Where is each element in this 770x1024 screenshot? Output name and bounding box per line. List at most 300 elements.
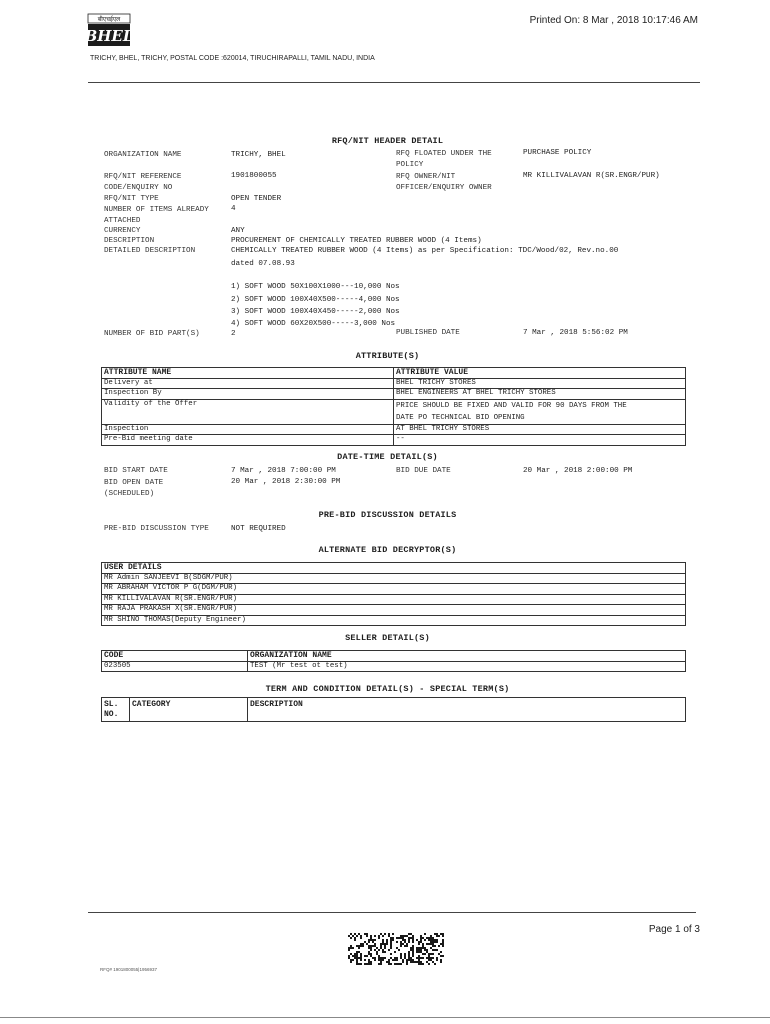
barcode-module — [390, 937, 392, 939]
barcode-module — [430, 939, 432, 941]
decryptor-title: ALTERNATE BID DECRYPTOR(S) — [318, 545, 457, 555]
table-row — [102, 605, 686, 616]
barcode-module — [442, 955, 444, 957]
table-header-row — [102, 698, 686, 722]
attribute-name: Validity of the Offer — [102, 399, 394, 424]
barcode-module — [368, 945, 370, 947]
table-row — [102, 584, 686, 595]
barcode-module — [408, 939, 410, 941]
barcode-module — [436, 941, 438, 943]
attribute-value-line: PRICE SHOULD BE FIXED AND VALID FOR 90 DAYS FROM THE — [396, 401, 627, 410]
barcode-module — [412, 961, 414, 963]
bid-due-label: BID DUE DATE — [396, 467, 451, 475]
barcode-module — [360, 937, 362, 939]
barcode-module — [356, 961, 358, 963]
user-detail: MR RAJA PRAKASH X(SR.ENGR/PUR) — [102, 605, 686, 616]
barcode-module — [400, 945, 402, 947]
user-detail: MR KILLIVALAVAN R(SR.ENGR/PUR) — [102, 594, 686, 605]
barcode-module — [402, 961, 404, 963]
barcode-module — [422, 953, 424, 955]
bid-parts-label: NUMBER OF BID PART(S) — [104, 330, 200, 338]
barcode-module — [360, 963, 362, 965]
barcode-module — [416, 947, 418, 949]
barcode-module — [434, 949, 436, 951]
seller-table — [101, 650, 686, 672]
seller-organization: TEST (Mr test ot test) — [248, 661, 686, 672]
barcode-module — [442, 945, 444, 947]
barcode-module — [350, 953, 352, 955]
page-number: Page 1 of 3 — [648, 924, 700, 935]
attribute-value: BHEL TRICHY STORES — [394, 378, 686, 389]
datetime-title: DATE-TIME DETAIL(S) — [337, 452, 438, 462]
barcode-module — [418, 957, 420, 959]
barcode-module — [386, 943, 388, 945]
barcode-module — [348, 935, 350, 937]
barcode-module — [424, 939, 426, 941]
barcode-module — [414, 961, 416, 963]
barcode-module — [360, 945, 362, 947]
description-value: PROCUREMENT OF CHEMICALLY TREATED RUBBER WOOD (4 Items) — [231, 237, 482, 245]
barcode-module — [432, 941, 434, 943]
barcode-module — [430, 947, 432, 949]
column-header — [102, 698, 130, 722]
barcode-module — [388, 949, 390, 951]
barcode-module — [384, 933, 386, 935]
bid-open-value: 20 Mar , 2018 2:30:00 PM — [231, 478, 341, 486]
barcode-module — [368, 947, 370, 949]
prebid-type-value: NOT REQUIRED — [231, 525, 286, 533]
type-label: RFQ/NIT TYPE — [104, 195, 159, 203]
barcode-module — [424, 947, 426, 949]
seller-code: 023505 — [102, 661, 248, 672]
barcode-module — [368, 959, 370, 961]
barcode-module — [412, 937, 414, 939]
barcode-module — [370, 935, 372, 937]
barcode-module — [430, 937, 432, 939]
barcode-module — [404, 953, 406, 955]
barcode-module — [412, 949, 414, 951]
column-header: USER DETAILS — [102, 563, 686, 574]
published-date-value: 7 Mar , 2018 5:56:02 PM — [523, 329, 628, 337]
barcode-module — [392, 933, 394, 935]
prebid-type-label: PRE-BID DISCUSSION TYPE — [104, 525, 209, 533]
barcode-module — [350, 961, 352, 963]
barcode-module — [426, 937, 428, 939]
barcode-module — [380, 963, 382, 965]
type-value: OPEN TENDER — [231, 195, 282, 203]
barcode-module — [432, 961, 434, 963]
barcode-module — [410, 947, 412, 949]
barcode-module — [418, 961, 420, 963]
barcode-module — [428, 953, 430, 955]
attribute-name: Inspection By — [102, 389, 394, 400]
barcode-module — [358, 933, 360, 935]
barcode-module — [400, 937, 402, 939]
barcode-module — [412, 955, 414, 957]
column-header: CODE — [102, 651, 248, 662]
barcode-module — [430, 941, 432, 943]
barcode-module — [434, 945, 436, 947]
barcode-module — [348, 947, 350, 949]
printed-on-timestamp: Printed On: 8 Mar , 2018 10:17:46 AM — [529, 15, 698, 26]
reference-value: 1901800055 — [231, 172, 277, 180]
barcode-module — [370, 961, 372, 963]
barcode-module — [408, 937, 410, 939]
barcode-module — [376, 953, 378, 955]
org-name-value: TRICHY, BHEL — [231, 151, 286, 159]
barcode-module — [368, 961, 370, 963]
barcode-module — [410, 961, 412, 963]
barcode-module — [420, 963, 422, 965]
barcode-module — [364, 955, 366, 957]
attribute-value: AT BHEL TRICHY STORES — [394, 424, 686, 435]
barcode-module — [360, 935, 362, 937]
barcode-module — [398, 963, 400, 965]
barcode-module — [364, 963, 366, 965]
barcode-module — [418, 943, 420, 945]
barcode-module — [390, 957, 392, 959]
barcode-module — [366, 955, 368, 957]
barcode-module — [424, 949, 426, 951]
barcode-module — [388, 961, 390, 963]
barcode-module — [436, 957, 438, 959]
user-detail: MR ABRAHAM VICTOR P G(DGM/PUR) — [102, 584, 686, 595]
currency-value: ANY — [231, 227, 245, 235]
barcode-module — [434, 939, 436, 941]
barcode-module — [412, 941, 414, 943]
prebid-title: PRE-BID DISCUSSION DETAILS — [318, 510, 457, 520]
barcode-module — [440, 933, 442, 935]
barcode-module — [378, 955, 380, 957]
barcode-module — [402, 943, 404, 945]
barcode-module — [382, 941, 384, 943]
barcode-module — [406, 935, 408, 937]
barcode-module — [348, 949, 350, 951]
barcode-module — [382, 959, 384, 961]
barcode-module — [350, 945, 352, 947]
barcode-module — [382, 951, 384, 953]
rfq-header-title: RFQ/NIT HEADER DETAIL — [331, 136, 444, 146]
table-row — [102, 573, 686, 584]
barcode-module — [366, 963, 368, 965]
barcode-module — [442, 935, 444, 937]
barcode-module — [388, 963, 390, 965]
barcode-module — [374, 949, 376, 951]
barcode-module — [436, 949, 438, 951]
barcode-module — [424, 953, 426, 955]
barcode-module — [404, 939, 406, 941]
barcode-module — [398, 949, 400, 951]
barcode-module — [358, 963, 360, 965]
barcode-module — [388, 933, 390, 935]
barcode-module — [430, 959, 432, 961]
column-header: ORGANIZATION NAME — [248, 651, 686, 662]
bid-open-label: BID OPEN DATE (SCHEDULED) — [104, 479, 164, 498]
barcode-module — [400, 943, 402, 945]
barcode-module — [392, 937, 394, 939]
barcode-module — [350, 959, 352, 961]
attribute-name: Pre-Bid meeting date — [102, 435, 394, 446]
barcode-module — [350, 933, 352, 935]
barcode-module — [420, 941, 422, 943]
barcode-module — [440, 961, 442, 963]
barcode-module — [416, 957, 418, 959]
qr-barcode — [348, 933, 444, 965]
barcode-module — [372, 945, 374, 947]
barcode-module — [356, 959, 358, 961]
logo-hindi-text: बीएचईएल — [97, 16, 121, 23]
barcode-module — [390, 939, 392, 941]
barcode-module — [394, 963, 396, 965]
barcode-module — [440, 959, 442, 961]
barcode-module — [356, 957, 358, 959]
barcode-module — [356, 963, 358, 965]
terms-table — [101, 697, 686, 722]
barcode-module — [364, 959, 366, 961]
barcode-module — [394, 957, 396, 959]
barcode-module — [362, 945, 364, 947]
barcode-module — [354, 957, 356, 959]
barcode-module — [432, 943, 434, 945]
item-line: 3) SOFT WOOD 100X40X450-----2,000 Nos — [231, 308, 400, 316]
barcode-module — [392, 959, 394, 961]
barcode-module — [420, 935, 422, 937]
barcode-module — [398, 937, 400, 939]
barcode-module — [386, 941, 388, 943]
barcode-module — [428, 955, 430, 957]
barcode-module — [390, 941, 392, 943]
barcode-module — [368, 941, 370, 943]
barcode-module — [364, 941, 366, 943]
barcode-module — [420, 951, 422, 953]
barcode-module — [386, 939, 388, 941]
barcode-module — [404, 945, 406, 947]
header-divider — [88, 82, 700, 83]
barcode-module — [370, 963, 372, 965]
barcode-module — [432, 953, 434, 955]
barcode-module — [416, 951, 418, 953]
barcode-module — [434, 941, 436, 943]
barcode-module — [412, 945, 414, 947]
barcode-module — [418, 947, 420, 949]
barcode-module — [432, 937, 434, 939]
barcode-module — [390, 953, 392, 955]
seller-title: SELLER DETAIL(S) — [345, 633, 430, 643]
currency-label: CURRENCY — [104, 227, 141, 235]
barcode-module — [360, 957, 362, 959]
table-row — [102, 424, 686, 435]
barcode-module — [374, 943, 376, 945]
barcode-module — [358, 957, 360, 959]
barcode-module — [370, 945, 372, 947]
barcode-module — [420, 947, 422, 949]
bid-start-value: 7 Mar , 2018 7:00:00 PM — [231, 467, 336, 475]
barcode-module — [394, 951, 396, 953]
table-header-row — [102, 368, 686, 379]
barcode-module — [380, 945, 382, 947]
barcode-module — [356, 953, 358, 955]
barcode-module — [384, 947, 386, 949]
barcode-module — [410, 937, 412, 939]
barcode-module — [382, 943, 384, 945]
detailed-description-label: DETAILED DESCRIPTION — [104, 247, 196, 255]
barcode-module — [362, 943, 364, 945]
barcode-module — [434, 963, 436, 965]
barcode-module — [440, 955, 442, 957]
barcode-module — [426, 957, 428, 959]
barcode-module — [412, 947, 414, 949]
barcode-module — [368, 951, 370, 953]
barcode-module — [422, 937, 424, 939]
barcode-module — [380, 933, 382, 935]
barcode-module — [406, 945, 408, 947]
barcode-module — [428, 957, 430, 959]
barcode-module — [402, 935, 404, 937]
barcode-module — [358, 951, 360, 953]
barcode-module — [400, 957, 402, 959]
terms-title: TERM AND CONDITION DETAIL(S) - SPECIAL TERM(S) — [265, 684, 510, 694]
barcode-module — [374, 939, 376, 941]
barcode-module — [382, 957, 384, 959]
barcode-module — [442, 941, 444, 943]
barcode-module — [380, 961, 382, 963]
barcode-module — [390, 945, 392, 947]
table-row — [102, 435, 686, 446]
barcode-module — [430, 953, 432, 955]
barcode-module — [370, 949, 372, 951]
barcode-module — [396, 963, 398, 965]
barcode-module — [422, 947, 424, 949]
barcode-module — [370, 947, 372, 949]
table-header-row — [102, 651, 686, 662]
barcode-module — [436, 939, 438, 941]
barcode-module — [418, 959, 420, 961]
barcode-module — [404, 955, 406, 957]
barcode-module — [352, 935, 354, 937]
description-label: DESCRIPTION — [104, 237, 155, 245]
barcode-module — [388, 935, 390, 937]
barcode-module — [402, 937, 404, 939]
barcode-module — [386, 961, 388, 963]
barcode-module — [442, 943, 444, 945]
barcode-module — [354, 939, 356, 941]
barcode-module — [408, 957, 410, 959]
item-line: 2) SOFT WOOD 100X40X500-----4,000 Nos — [231, 296, 400, 304]
barcode-module — [408, 941, 410, 943]
barcode-module — [378, 949, 380, 951]
barcode-module — [378, 935, 380, 937]
barcode-module — [366, 935, 368, 937]
barcode-module — [380, 957, 382, 959]
organization-address: TRICHY, BHEL, TRICHY, POSTAL CODE :620014, TIRUCHIRAPALLI, TAMIL NADU, INDIA — [90, 55, 375, 62]
barcode-module — [426, 961, 428, 963]
barcode-module — [420, 961, 422, 963]
barcode-module — [368, 939, 370, 941]
barcode-module — [360, 959, 362, 961]
barcode-module — [350, 947, 352, 949]
barcode-module — [440, 951, 442, 953]
attributes-table — [101, 367, 686, 446]
barcode-module — [348, 955, 350, 957]
barcode-module — [442, 939, 444, 941]
reference-label: RFQ/NIT REFERENCE CODE/ENQUIRY NO — [104, 173, 182, 192]
detailed-description-line: dated 07.08.93 — [231, 260, 295, 268]
barcode-module — [370, 953, 372, 955]
barcode-module — [418, 951, 420, 953]
barcode-module — [416, 961, 418, 963]
barcode-module — [428, 963, 430, 965]
barcode-module — [404, 935, 406, 937]
attribute-name: Inspection — [102, 424, 394, 435]
barcode-module — [410, 949, 412, 951]
attribute-value: -- — [394, 435, 686, 446]
barcode-module — [408, 955, 410, 957]
barcode-module — [408, 953, 410, 955]
barcode-module — [418, 941, 420, 943]
barcode-module — [420, 937, 422, 939]
column-header-line: NO. — [104, 710, 119, 719]
owner-value: MR KILLIVALAVAN R(SR.ENGR/PUR) — [523, 172, 660, 180]
barcode-module — [356, 945, 358, 947]
rfq-footer-reference: RFQ# 1901800055|1956937 — [100, 967, 157, 972]
barcode-module — [382, 949, 384, 951]
barcode-module — [378, 959, 380, 961]
barcode-module — [378, 937, 380, 939]
barcode-module — [396, 941, 398, 943]
barcode-module — [390, 963, 392, 965]
org-name-label: ORGANIZATION NAME — [104, 151, 182, 159]
barcode-module — [406, 943, 408, 945]
barcode-module — [436, 933, 438, 935]
barcode-module — [368, 963, 370, 965]
detailed-description-line: CHEMICALLY TREATED RUBBER WOOD (4 Items) as per Specification: TDC/Wood/02, Rev.no.00 — [231, 247, 619, 255]
attribute-name: Delivery at — [102, 378, 394, 389]
barcode-module — [352, 959, 354, 961]
item-line: 1) SOFT WOOD 50X100X1000---10,000 Nos — [231, 283, 400, 291]
barcode-module — [354, 937, 356, 939]
barcode-module — [374, 935, 376, 937]
barcode-module — [438, 953, 440, 955]
barcode-module — [358, 945, 360, 947]
floated-label: RFQ FLOATED UNDER THE POLICY — [396, 150, 492, 169]
user-detail: MR Admin SANJEEVI B(SDGM/PUR) — [102, 573, 686, 584]
items-count-label: NUMBER OF ITEMS ALREADY ATTACHED — [104, 206, 209, 225]
barcode-module — [396, 959, 398, 961]
barcode-module — [428, 959, 430, 961]
barcode-module — [352, 955, 354, 957]
barcode-module — [430, 943, 432, 945]
barcode-module — [406, 963, 408, 965]
barcode-module — [412, 959, 414, 961]
barcode-module — [360, 953, 362, 955]
barcode-module — [420, 949, 422, 951]
bid-start-label: BID START DATE — [104, 467, 168, 475]
barcode-module — [424, 933, 426, 935]
barcode-module — [430, 957, 432, 959]
barcode-module — [406, 961, 408, 963]
barcode-module — [382, 935, 384, 937]
barcode-module — [400, 955, 402, 957]
barcode-module — [376, 951, 378, 953]
item-line: 4) SOFT WOOD 60X20X500-----3,000 Nos — [231, 320, 396, 328]
barcode-module — [354, 955, 356, 957]
barcode-module — [390, 947, 392, 949]
barcode-module — [356, 955, 358, 957]
barcode-module — [372, 957, 374, 959]
table-row — [102, 615, 686, 626]
barcode-module — [366, 933, 368, 935]
barcode-module — [396, 957, 398, 959]
